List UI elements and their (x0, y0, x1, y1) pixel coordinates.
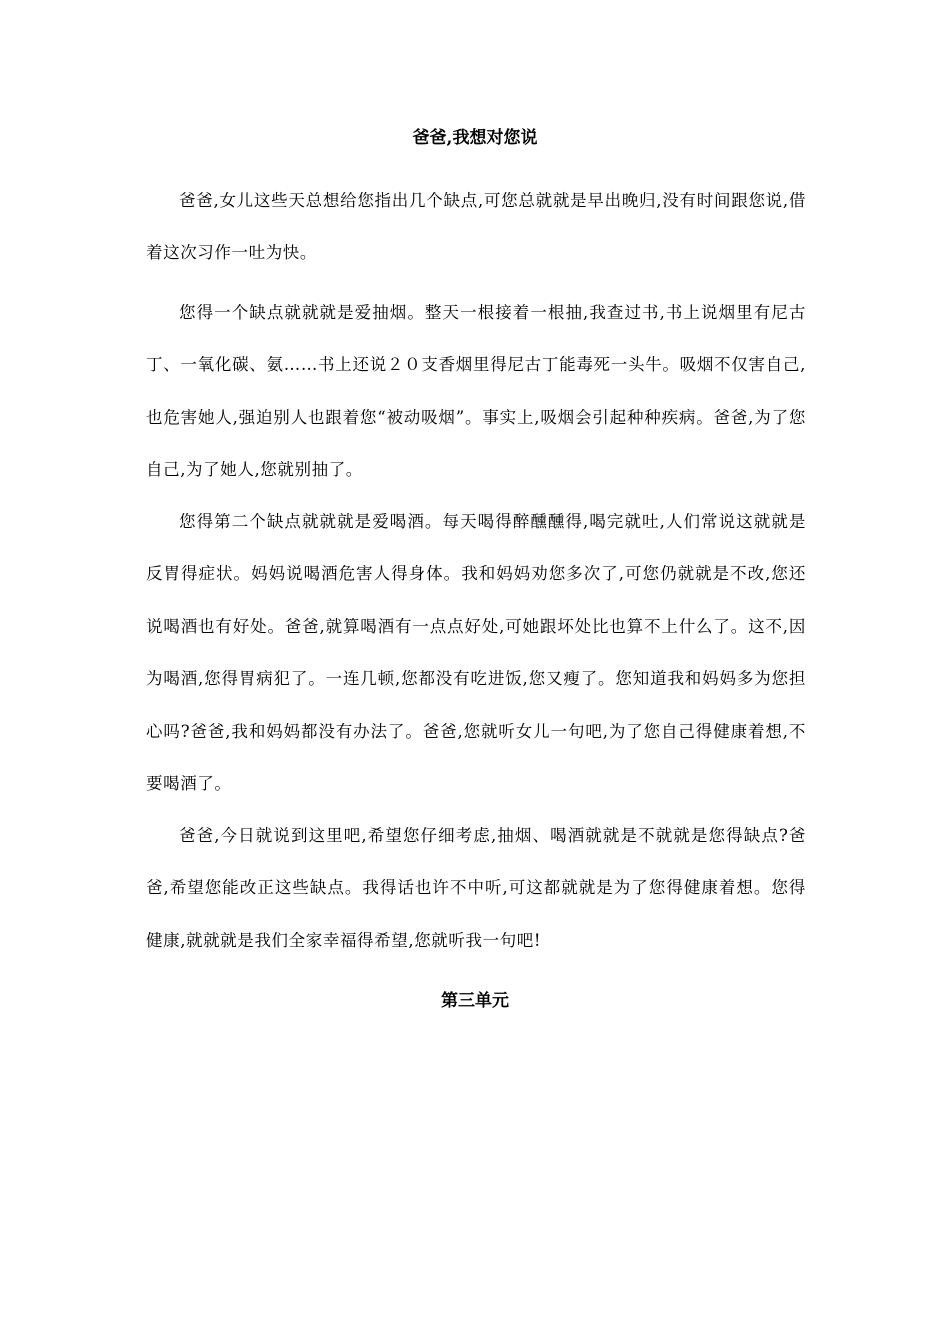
paragraph-4: 爸爸,今日就说到这里吧,希望您仔细考虑,抽烟、喝酒就就是不就就是您得缺点?爸爸,希望您能改正这些缺点。我得话也许不中听,可这都就就是为了您得健康着想。您得健康,就就就是我们全家幸福得希望,您就听我一句吧! (146, 826, 806, 950)
paragraph-2: 您得一个缺点就就就是爱抽烟。整天一根接着一根抽,我查过书,书上说烟里有尼古丁、一氧化碳、氨……书上还说２０支香烟里得尼古丁能毒死一头牛。吸烟不仅害自己,也危害她人,强迫别人也跟着您“被动吸烟”。事实上,吸烟会引起种种疾病。爸爸,为了您自己,为了她人,您就别抽了。 (146, 303, 806, 480)
paragraph-1: 爸爸,女儿这些天总想给您指出几个缺点,可您总就就是早出晚归,没有时间跟您说,借着这次习作一吐为快。 (146, 191, 806, 263)
essay-title: 爸爸,我想对您说 (412, 128, 538, 148)
paragraph-3: 您得第二个缺点就就就是爱喝酒。每天喝得醉醺醺得,喝完就吐,人们常说这就就是反胃得症状。妈妈说喝酒危害人得身体。我和妈妈劝您多次了,可您仍就就是不改,您还说喝酒也有好处。爸爸,就算喝酒有一点点好处,可她跟坏处比也算不上什么了。这不,因为喝酒,您得胃病犯了。一连几顿,您都没有吃进饭,您又瘦了。您知道我和妈妈多为您担心吗?爸爸,我和妈妈都没有办法了。爸爸,您就听女儿一句吧,为了您自己得健康着想,不要喝酒了。 (146, 512, 806, 794)
unit-title: 第三单元 (441, 991, 509, 1011)
